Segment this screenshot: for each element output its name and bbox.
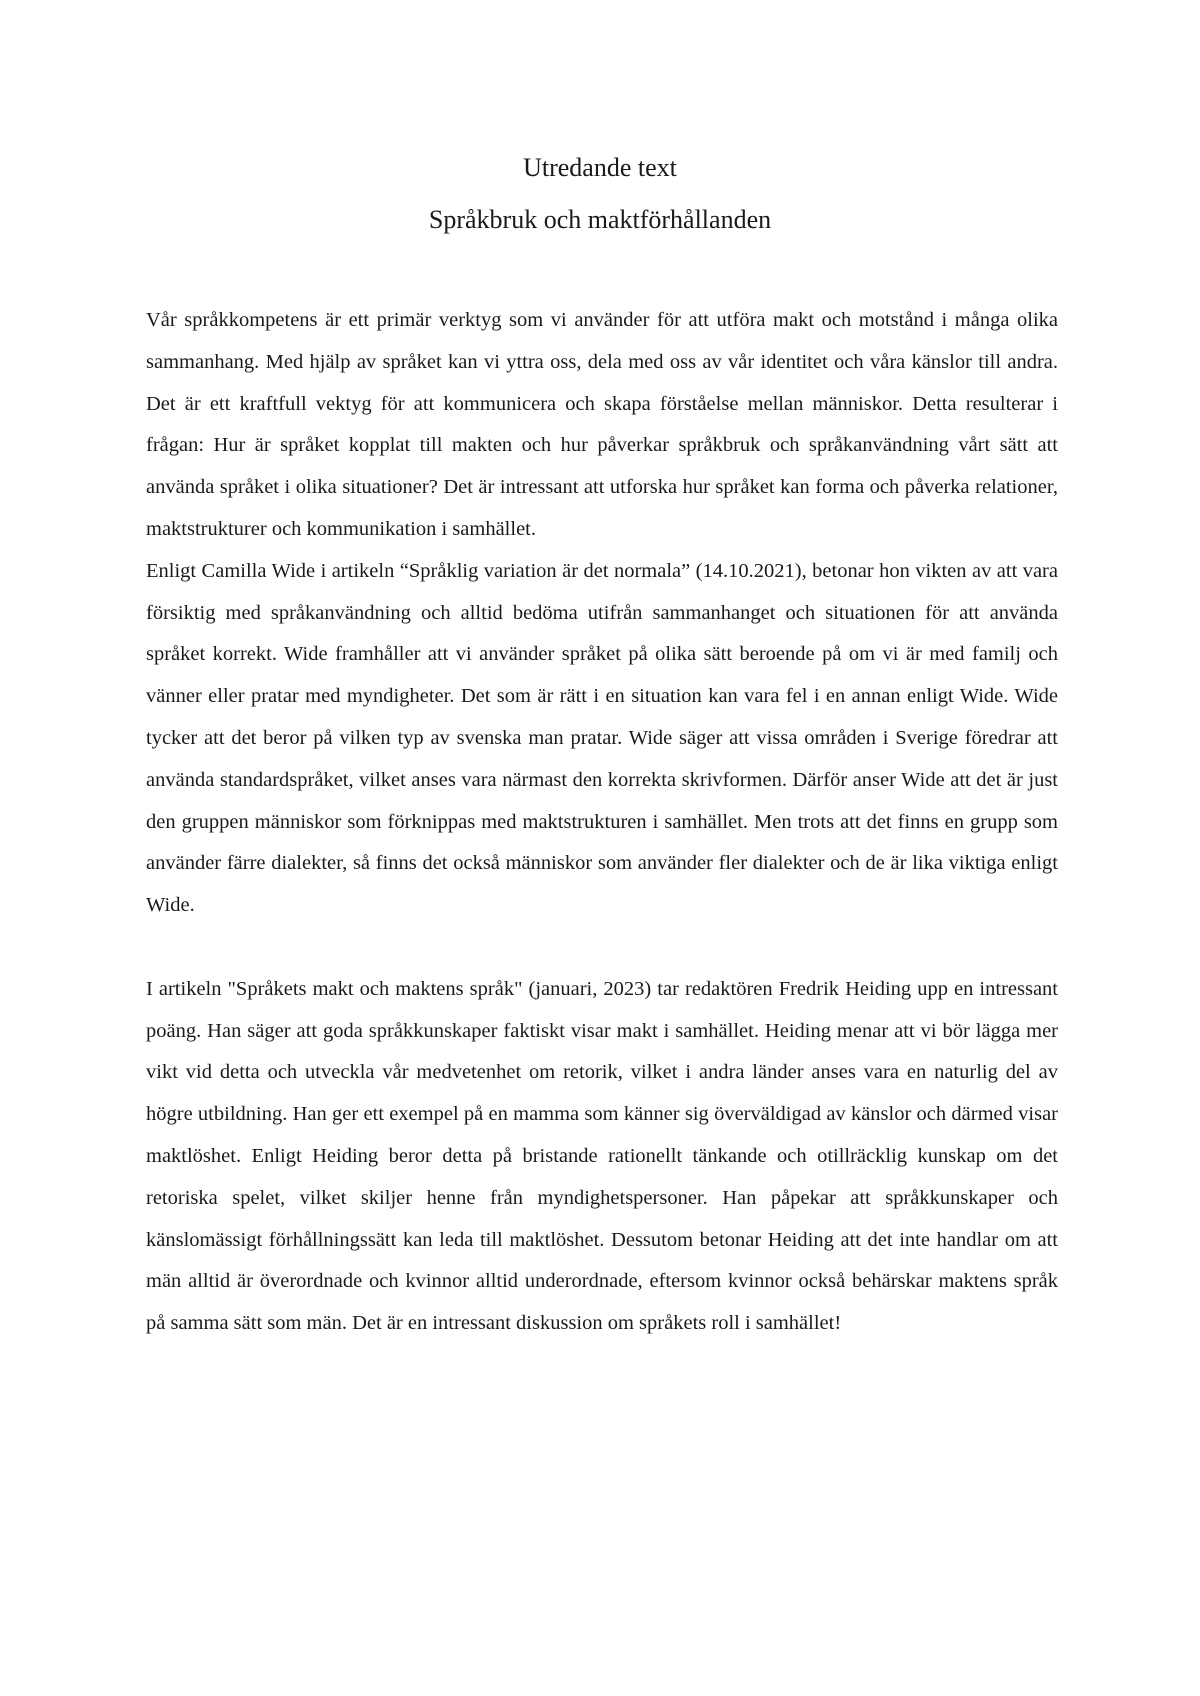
document-title: Utredande text bbox=[523, 153, 677, 182]
document-subtitle: Språkbruk och maktförhållanden bbox=[428, 205, 772, 234]
paragraph-wide: Enligt Camilla Wide i artikeln “Språklig variation är det normala” (14.10.2021), betonar hon vikten av att vara försiktig med språkanvändning och alltid bedöma utifrån sammanhanget och situationen för att använda språket korrekt. Wide framhåller att vi använder språket på olika sätt beroende på om vi är med familj och vänner eller pratar med myndigheter. Det som är rätt i en situation kan vara fel i en annan enligt Wide. Wide tycker att det beror på vilken typ av svenska man pratar. Wide säger att vissa områden i Sverige föredrar att använda standardspråket, vilket anses vara närmast den korrekta skrivformen. Därför anser Wide att det är just den gruppen människor som förknippas med maktstrukturen i samhället. Men trots att det finns en grupp som använder färre dialekter, så finns det också människor som använder fler dialekter och de är lika viktiga enligt Wide. bbox=[146, 559, 1058, 917]
document-body bbox=[146, 300, 1058, 1345]
title-block bbox=[0, 142, 1200, 246]
paragraph-heiding: I artikeln "Språkets makt och maktens språk" (januari, 2023) tar redaktören Fredrik Heiding upp en intressant poäng. Han säger att goda språkkunskaper faktiskt visar makt i samhället. Heiding menar att vi bör lägga mer vikt vid detta och utveckla vår medvetenhet om retorik, vilket i andra länder anses vara en naturlig del av högre utbildning. Han ger ett exempel på en mamma som känner sig överväldigad av känslor och därmed visar maktlöshet. Enligt Heiding beror detta på bristande rationellt tänkande och otillräcklig kunskap om det retoriska spelet, vilket skiljer henne från myndighetspersoner. Han påpekar att språkkunskaper och känslomässigt förhållningssätt kan leda till maktlöshet. Dessutom betonar Heiding att det inte handlar om att män alltid är överordnade och kvinnor alltid underordnade, eftersom kvinnor också behärskar maktens språk på samma sätt som män. Det är en intressant diskussion om språkets roll i samhället! bbox=[146, 977, 1058, 1335]
paragraph-intro: Vår språkkompetens är ett primär verktyg som vi använder för att utföra makt och motstånd i många olika sammanhang. Med hjälp av språket kan vi yttra oss, dela med oss av vår identitet och våra känslor till andra. Det är ett kraftfull vektyg för att kommunicera och skapa förståelse mellan människor. Detta resulterar i frågan: Hur är språket kopplat till makten och hur påverkar språkbruk och språkanvändning vårt sätt att använda språket i olika situationer? Det är intressant att utforska hur språket kan forma och påverka relationer, maktstrukturer och kommunikation i samhället. bbox=[146, 309, 1058, 540]
